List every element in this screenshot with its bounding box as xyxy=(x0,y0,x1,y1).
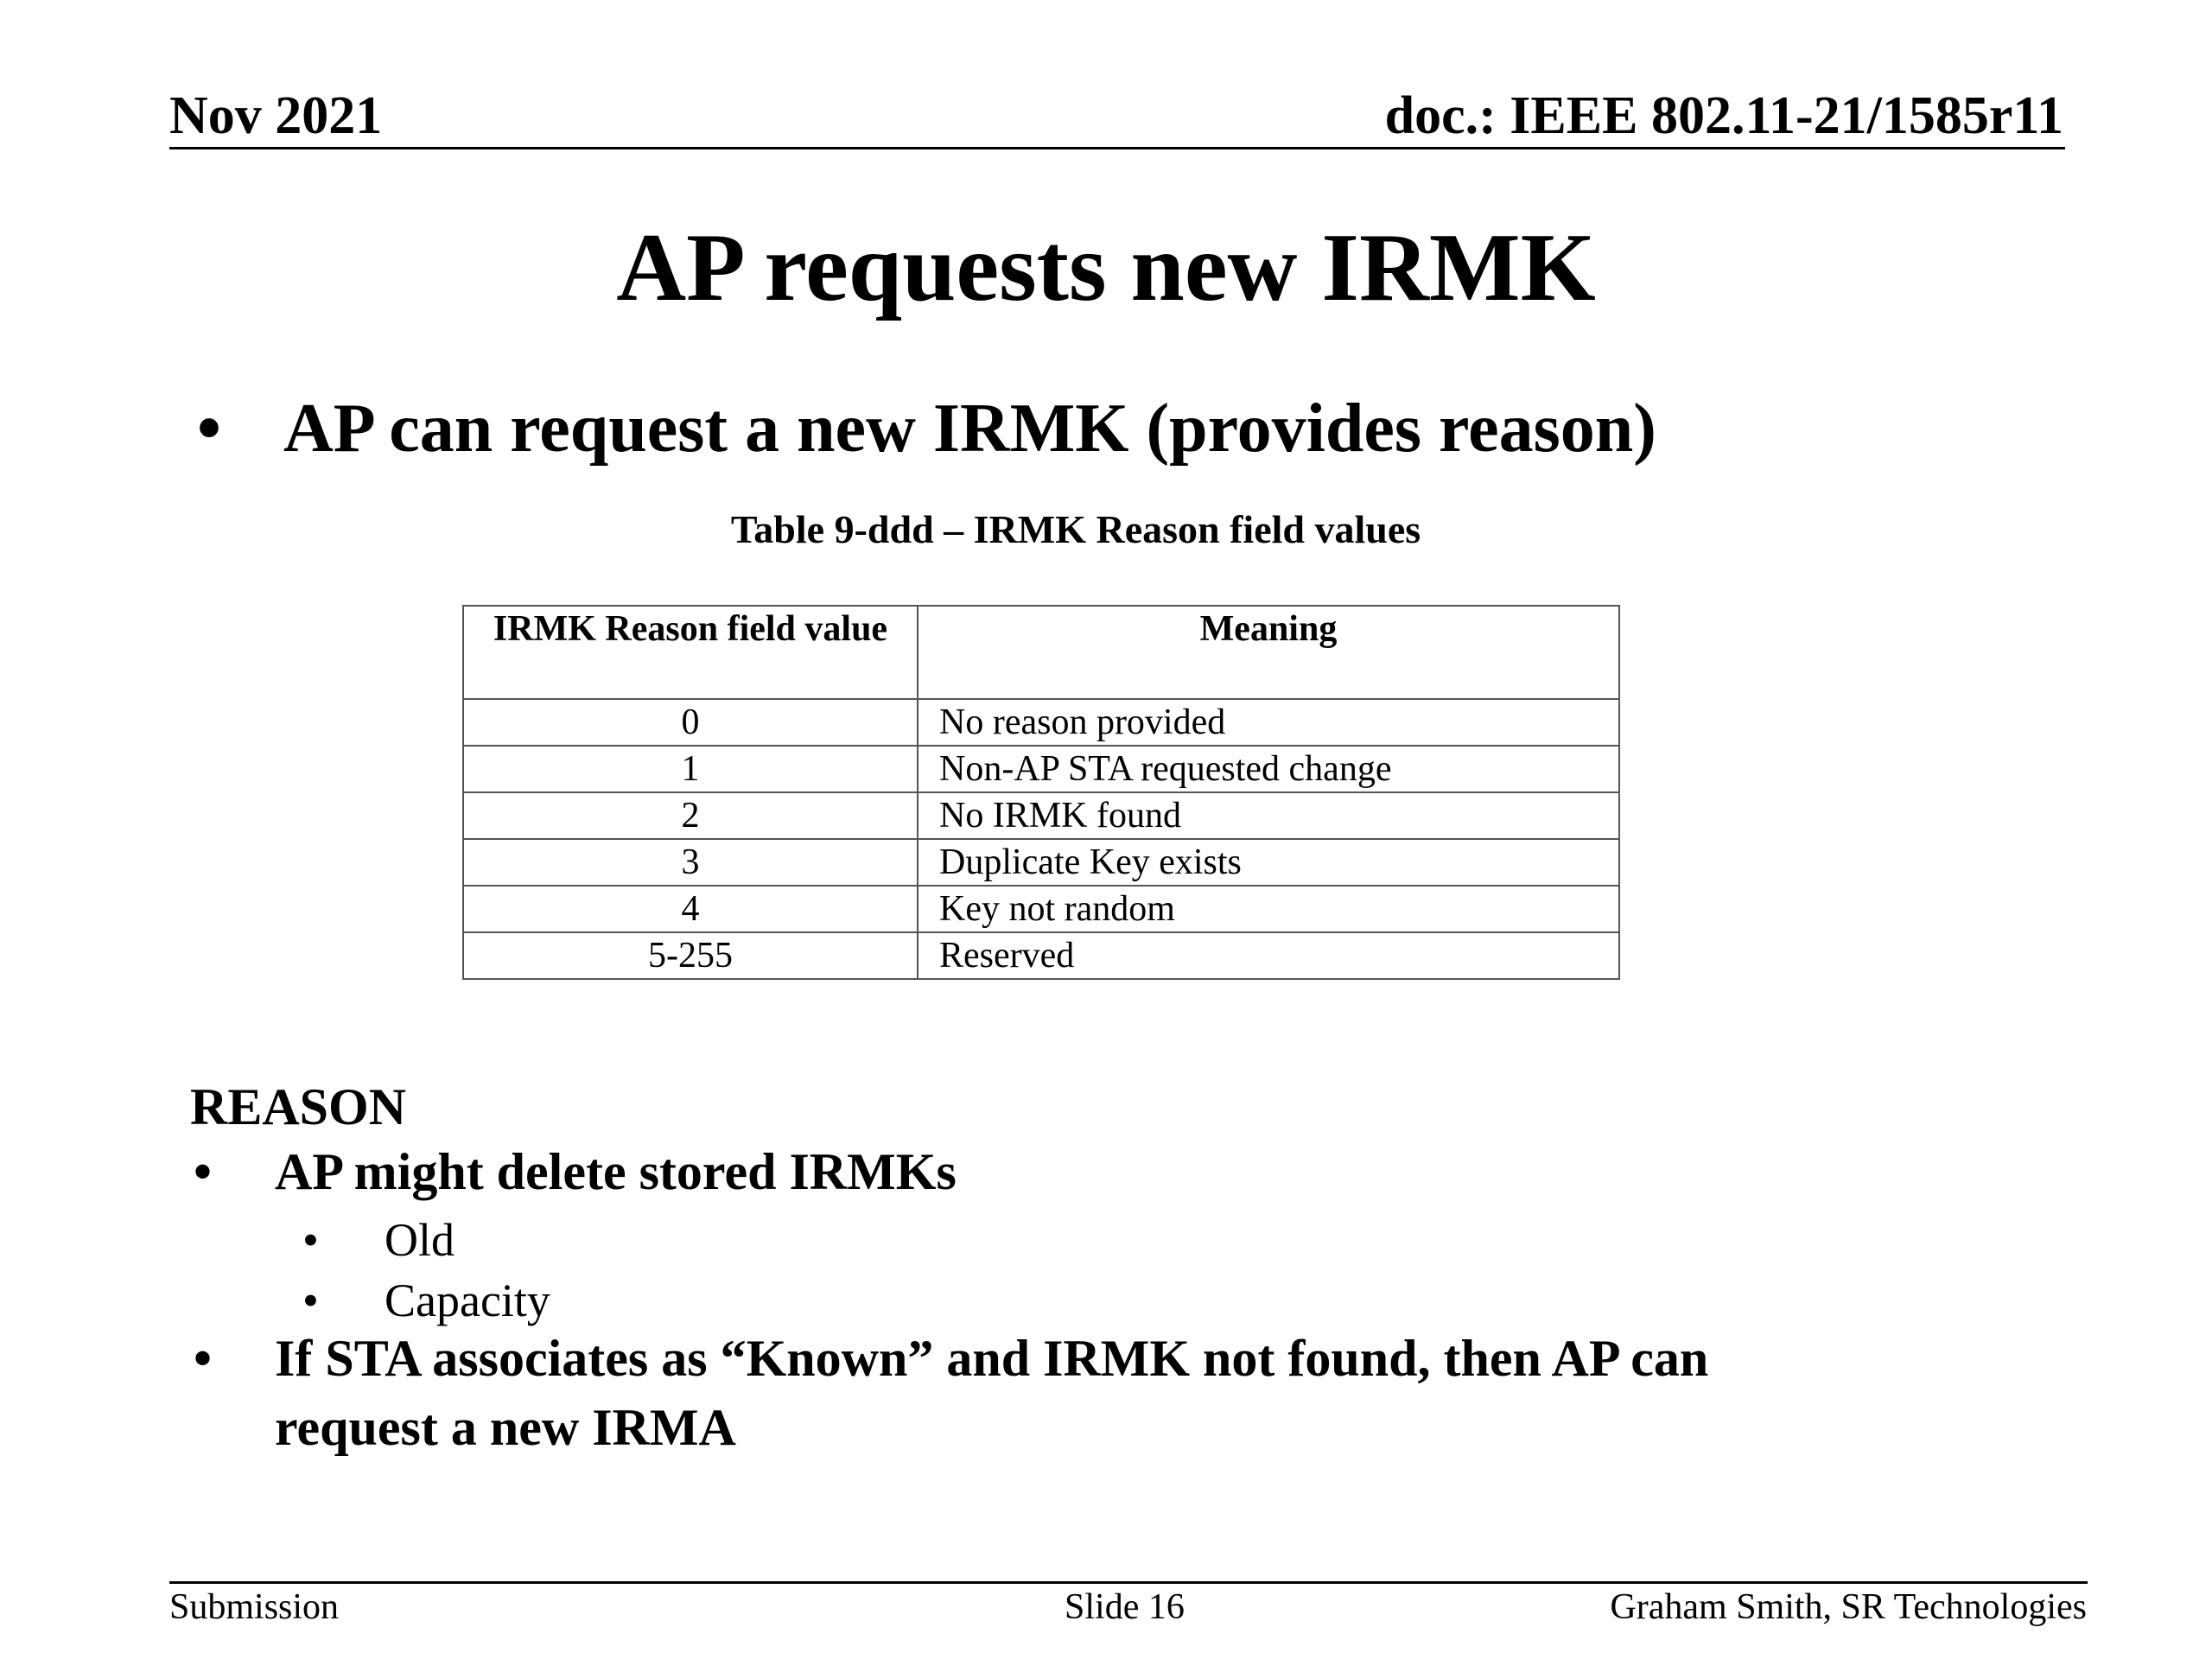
reason-bullet-text-line2: request a new IRMA xyxy=(275,1399,736,1456)
cell-meaning: Non-AP STA requested change xyxy=(918,746,1619,792)
main-bullet-text: AP can request a new IRMK (provides reason) xyxy=(283,391,1656,467)
bullet-glyph: • xyxy=(197,391,222,467)
table-row xyxy=(463,746,1619,792)
footer-submission: Submission xyxy=(169,1587,340,1627)
header-rule xyxy=(169,147,2065,149)
cell-value: 5-255 xyxy=(463,932,918,979)
table-row xyxy=(463,886,1619,932)
reason-bullet-text-line1: If STA associates as “Known” and IRMK not found, then AP can xyxy=(275,1330,1709,1387)
header-doc-id: doc.: IEEE 802.11-21/1585r11 xyxy=(1384,86,2063,145)
sub-bullet-text: Old xyxy=(385,1214,454,1266)
cell-meaning: Key not random xyxy=(918,886,1619,932)
cell-meaning: No reason provided xyxy=(918,699,1619,746)
reason-bullet-text: AP might delete stored IRMKs xyxy=(275,1143,957,1200)
reason-heading: REASON xyxy=(190,1078,407,1135)
footer-rule xyxy=(169,1581,2088,1584)
footer-author: Graham Smith, SR Technologies xyxy=(1610,1587,2087,1627)
bullet-glyph: • xyxy=(194,1143,213,1200)
table-header-row xyxy=(463,606,1619,699)
column-header-value: IRMK Reason field value xyxy=(463,606,918,699)
table-row xyxy=(463,792,1619,839)
footer-slide-number: Slide 16 xyxy=(1065,1587,1185,1627)
cell-meaning: Reserved xyxy=(918,932,1619,979)
header-date: Nov 2021 xyxy=(169,86,383,145)
cell-meaning: No IRMK found xyxy=(918,792,1619,839)
slide-title: AP requests new IRMK xyxy=(616,214,1596,321)
irmk-reason-table xyxy=(462,605,1620,980)
table-row xyxy=(463,839,1619,886)
table-row xyxy=(463,932,1619,979)
sub-bullet-glyph: • xyxy=(302,1274,319,1326)
table-row xyxy=(463,699,1619,746)
column-header-meaning: Meaning xyxy=(918,606,1619,699)
sub-bullet-glyph: • xyxy=(302,1214,319,1266)
cell-value: 0 xyxy=(463,699,918,746)
cell-value: 2 xyxy=(463,792,918,839)
cell-meaning: Duplicate Key exists xyxy=(918,839,1619,886)
cell-value: 4 xyxy=(463,886,918,932)
cell-value: 3 xyxy=(463,839,918,886)
bullet-glyph: • xyxy=(194,1330,213,1387)
table-caption: Table 9-ddd – IRMK Reason field values xyxy=(730,507,1421,551)
sub-bullet-text: Capacity xyxy=(385,1274,550,1326)
cell-value: 1 xyxy=(463,746,918,792)
